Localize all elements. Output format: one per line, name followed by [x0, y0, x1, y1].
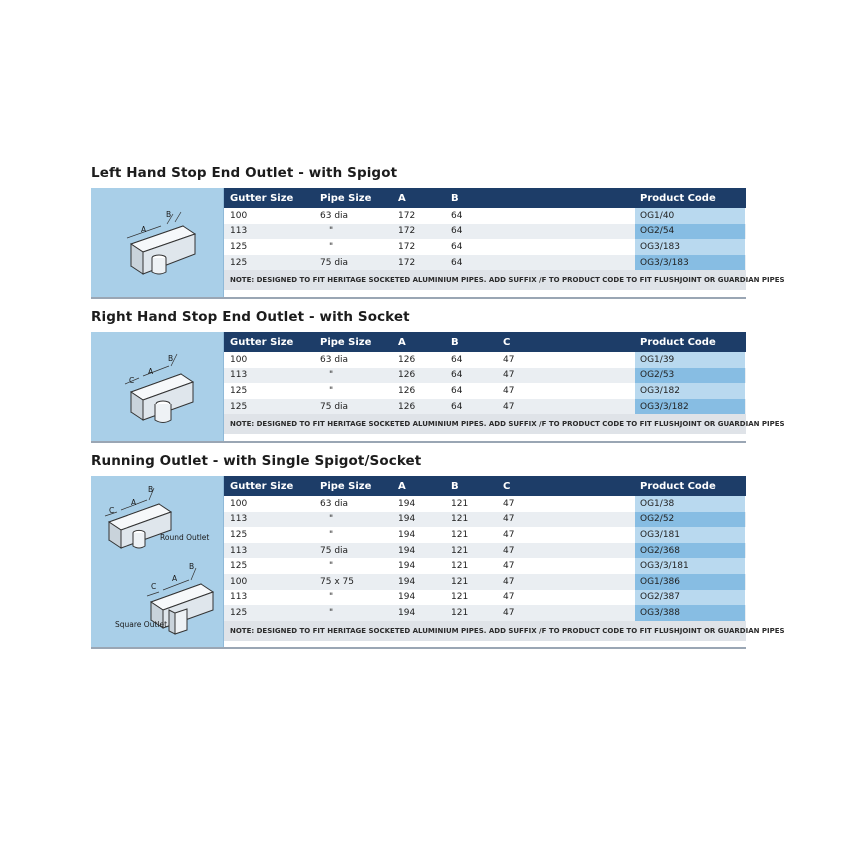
dim-c: 47: [503, 561, 515, 572]
dim-a: 194: [398, 498, 416, 509]
square-outlet-label: Square Outlet: [115, 620, 168, 629]
dim-b: 121: [451, 545, 469, 556]
dim-b: 121: [451, 561, 469, 572]
square-dimension-label-a: A: [172, 574, 178, 583]
dim-c: 47: [503, 385, 515, 396]
product-code: OG3/3/182: [635, 399, 745, 415]
dim-c: 47: [503, 514, 515, 525]
dim-a: 194: [398, 545, 416, 556]
pipe-size: 75 dia: [320, 545, 349, 556]
product-block: [91, 476, 785, 649]
gutter-size: 125: [230, 607, 248, 618]
section-title: Left Hand Stop End Outlet - with Spigot: [91, 165, 398, 181]
product-code: OG3/388: [635, 605, 745, 621]
square-dimension-label-b: B: [189, 562, 195, 571]
dim-b: 64: [451, 210, 463, 221]
table-note: NOTE: DESIGNED TO FIT HERITAGE SOCKETED ALUMINIUM PIPES. ADD SUFFIX /F TO PRODUCT CODE TO FIT FLUSHJOINT OR GUARDIAN PIPES: [224, 270, 746, 290]
table-row: [224, 352, 746, 368]
pipe-size: ": [329, 241, 334, 252]
dim-b: 121: [451, 576, 469, 587]
round-dimension-label-a: A: [131, 498, 137, 507]
dim-a: 126: [398, 385, 416, 396]
col-c: C: [503, 480, 511, 492]
table-row: [224, 399, 746, 415]
dim-a: 172: [398, 241, 416, 252]
gutter-size: 113: [230, 545, 248, 556]
gutter-size: 113: [230, 514, 248, 525]
dim-c: 47: [503, 592, 515, 603]
product-code: OG3/3/183: [635, 255, 745, 271]
round-outlet-label: Round Outlet: [160, 533, 210, 542]
table-header: [224, 332, 746, 352]
col-a: A: [398, 480, 406, 492]
dimension-label-a: A: [148, 367, 154, 376]
dim-b: 64: [451, 385, 463, 396]
product-block: [91, 188, 785, 299]
gutter-size: 125: [230, 385, 248, 396]
gutter-size: 100: [230, 210, 248, 221]
section-divider: [91, 441, 746, 443]
col-product-code: Product Code: [640, 480, 716, 492]
table-row: [224, 558, 746, 574]
product-code: OG3/182: [635, 383, 745, 399]
dim-b: 64: [451, 257, 463, 268]
product-code: OG1/39: [635, 352, 745, 368]
col-b: B: [451, 192, 459, 204]
table-row: [224, 574, 746, 590]
gutter-size: 100: [230, 354, 248, 365]
dimension-label-a: A: [141, 225, 147, 234]
square-outlet-diagram: [91, 566, 223, 646]
product-code: OG2/54: [635, 224, 745, 240]
product-code: OG2/52: [635, 512, 745, 528]
dim-b: 64: [451, 401, 463, 412]
pipe-size: 75 x 75: [320, 576, 354, 587]
col-product-code: Product Code: [640, 192, 716, 204]
gutter-size: 125: [230, 257, 248, 268]
product-code: OG1/386: [635, 574, 745, 590]
spec-table: [224, 476, 785, 641]
dim-b: 121: [451, 607, 469, 618]
spec-table: [224, 332, 785, 434]
product-block: [91, 332, 785, 443]
pipe-size: 75 dia: [320, 257, 349, 268]
gutter-size: 125: [230, 401, 248, 412]
col-a: A: [398, 336, 406, 348]
dim-a: 126: [398, 401, 416, 412]
table-row: [224, 368, 746, 384]
table-row: [224, 383, 746, 399]
dim-c: 47: [503, 607, 515, 618]
table-row: [224, 496, 746, 512]
dimension-label-b: B: [166, 210, 172, 219]
dim-c: 47: [503, 370, 515, 381]
left-hand-outlet-diagram: [91, 188, 223, 296]
table-header: [224, 476, 746, 496]
product-code: OG3/183: [635, 239, 745, 255]
dim-a: 194: [398, 576, 416, 587]
gutter-size: 125: [230, 241, 248, 252]
col-pipe-size: Pipe Size: [320, 336, 372, 348]
product-code: OG1/40: [635, 208, 745, 224]
dim-a: 172: [398, 257, 416, 268]
pipe-size: ": [329, 385, 334, 396]
diagram-panel: [91, 476, 224, 649]
dim-a: 194: [398, 592, 416, 603]
table-row: [224, 255, 746, 271]
table-note: NOTE: DESIGNED TO FIT HERITAGE SOCKETED ALUMINIUM PIPES. ADD SUFFIX /F TO PRODUCT CODE TO FIT FLUSHJOINT OR GUARDIAN PIPES: [224, 414, 746, 434]
col-a: A: [398, 192, 406, 204]
col-product-code: Product Code: [640, 336, 716, 348]
section-divider: [91, 647, 746, 649]
product-code: OG1/38: [635, 496, 745, 512]
table-row: [224, 605, 746, 621]
table-row: [224, 224, 746, 240]
col-gutter-size: Gutter Size: [230, 192, 294, 204]
dim-b: 121: [451, 514, 469, 525]
dim-c: 47: [503, 354, 515, 365]
pipe-size: ": [329, 607, 334, 618]
round-dimension-label-c: C: [109, 506, 115, 515]
pipe-size: ": [329, 529, 334, 540]
diagram-panel: [91, 332, 224, 443]
gutter-size: 113: [230, 226, 248, 237]
dim-a: 194: [398, 607, 416, 618]
square-dimension-label-c: C: [151, 582, 157, 591]
spec-table: [224, 188, 785, 290]
pipe-size: 63 dia: [320, 210, 349, 221]
product-code: OG2/387: [635, 590, 745, 606]
col-pipe-size: Pipe Size: [320, 480, 372, 492]
pipe-size: ": [329, 592, 334, 603]
gutter-size: 100: [230, 498, 248, 509]
product-code: OG2/53: [635, 368, 745, 384]
dim-b: 64: [451, 354, 463, 365]
round-outlet-diagram: [91, 478, 223, 558]
table-header: [224, 188, 746, 208]
section-title: Running Outlet - with Single Spigot/Socket: [91, 453, 422, 469]
dim-c: 47: [503, 498, 515, 509]
product-code: OG3/181: [635, 527, 745, 543]
product-code: OG2/368: [635, 543, 745, 559]
diagram-panel: [91, 188, 224, 299]
dimension-label-c: C: [129, 376, 135, 385]
pipe-size: ": [329, 226, 334, 237]
pipe-size: ": [329, 561, 334, 572]
table-row: [224, 527, 746, 543]
dim-a: 194: [398, 514, 416, 525]
dim-c: 47: [503, 576, 515, 587]
dim-a: 172: [398, 226, 416, 237]
product-code: OG3/3/181: [635, 558, 745, 574]
gutter-size: 100: [230, 576, 248, 587]
table-row: [224, 590, 746, 606]
table-row: [224, 208, 746, 224]
gutter-size: 113: [230, 592, 248, 603]
section-title: Right Hand Stop End Outlet - with Socket: [91, 309, 410, 325]
pipe-size: 75 dia: [320, 401, 349, 412]
dim-c: 47: [503, 529, 515, 540]
right-hand-outlet-diagram: [91, 332, 223, 440]
dim-b: 64: [451, 226, 463, 237]
pipe-size: ": [329, 514, 334, 525]
section-divider: [91, 297, 746, 299]
dim-b: 64: [451, 370, 463, 381]
dim-a: 126: [398, 354, 416, 365]
col-b: B: [451, 480, 459, 492]
col-pipe-size: Pipe Size: [320, 192, 372, 204]
dim-c: 47: [503, 401, 515, 412]
dim-a: 194: [398, 529, 416, 540]
dim-c: 47: [503, 545, 515, 556]
round-dimension-label-b: B: [148, 485, 154, 494]
dim-a: 126: [398, 370, 416, 381]
gutter-size: 113: [230, 370, 248, 381]
col-gutter-size: Gutter Size: [230, 480, 294, 492]
pipe-size: ": [329, 370, 334, 381]
dimension-label-b: B: [168, 354, 174, 363]
gutter-size: 125: [230, 529, 248, 540]
table-row: [224, 543, 746, 559]
gutter-size: 125: [230, 561, 248, 572]
pipe-size: 63 dia: [320, 498, 349, 509]
dim-a: 194: [398, 561, 416, 572]
col-c: C: [503, 336, 511, 348]
table-row: [224, 239, 746, 255]
table-note: NOTE: DESIGNED TO FIT HERITAGE SOCKETED ALUMINIUM PIPES. ADD SUFFIX /F TO PRODUCT CODE TO FIT FLUSHJOINT OR GUARDIAN PIPES: [224, 621, 746, 641]
dim-b: 64: [451, 241, 463, 252]
col-gutter-size: Gutter Size: [230, 336, 294, 348]
dim-b: 121: [451, 529, 469, 540]
dim-b: 121: [451, 498, 469, 509]
pipe-size: 63 dia: [320, 354, 349, 365]
table-row: [224, 512, 746, 528]
dim-a: 172: [398, 210, 416, 221]
col-b: B: [451, 336, 459, 348]
dim-b: 121: [451, 592, 469, 603]
